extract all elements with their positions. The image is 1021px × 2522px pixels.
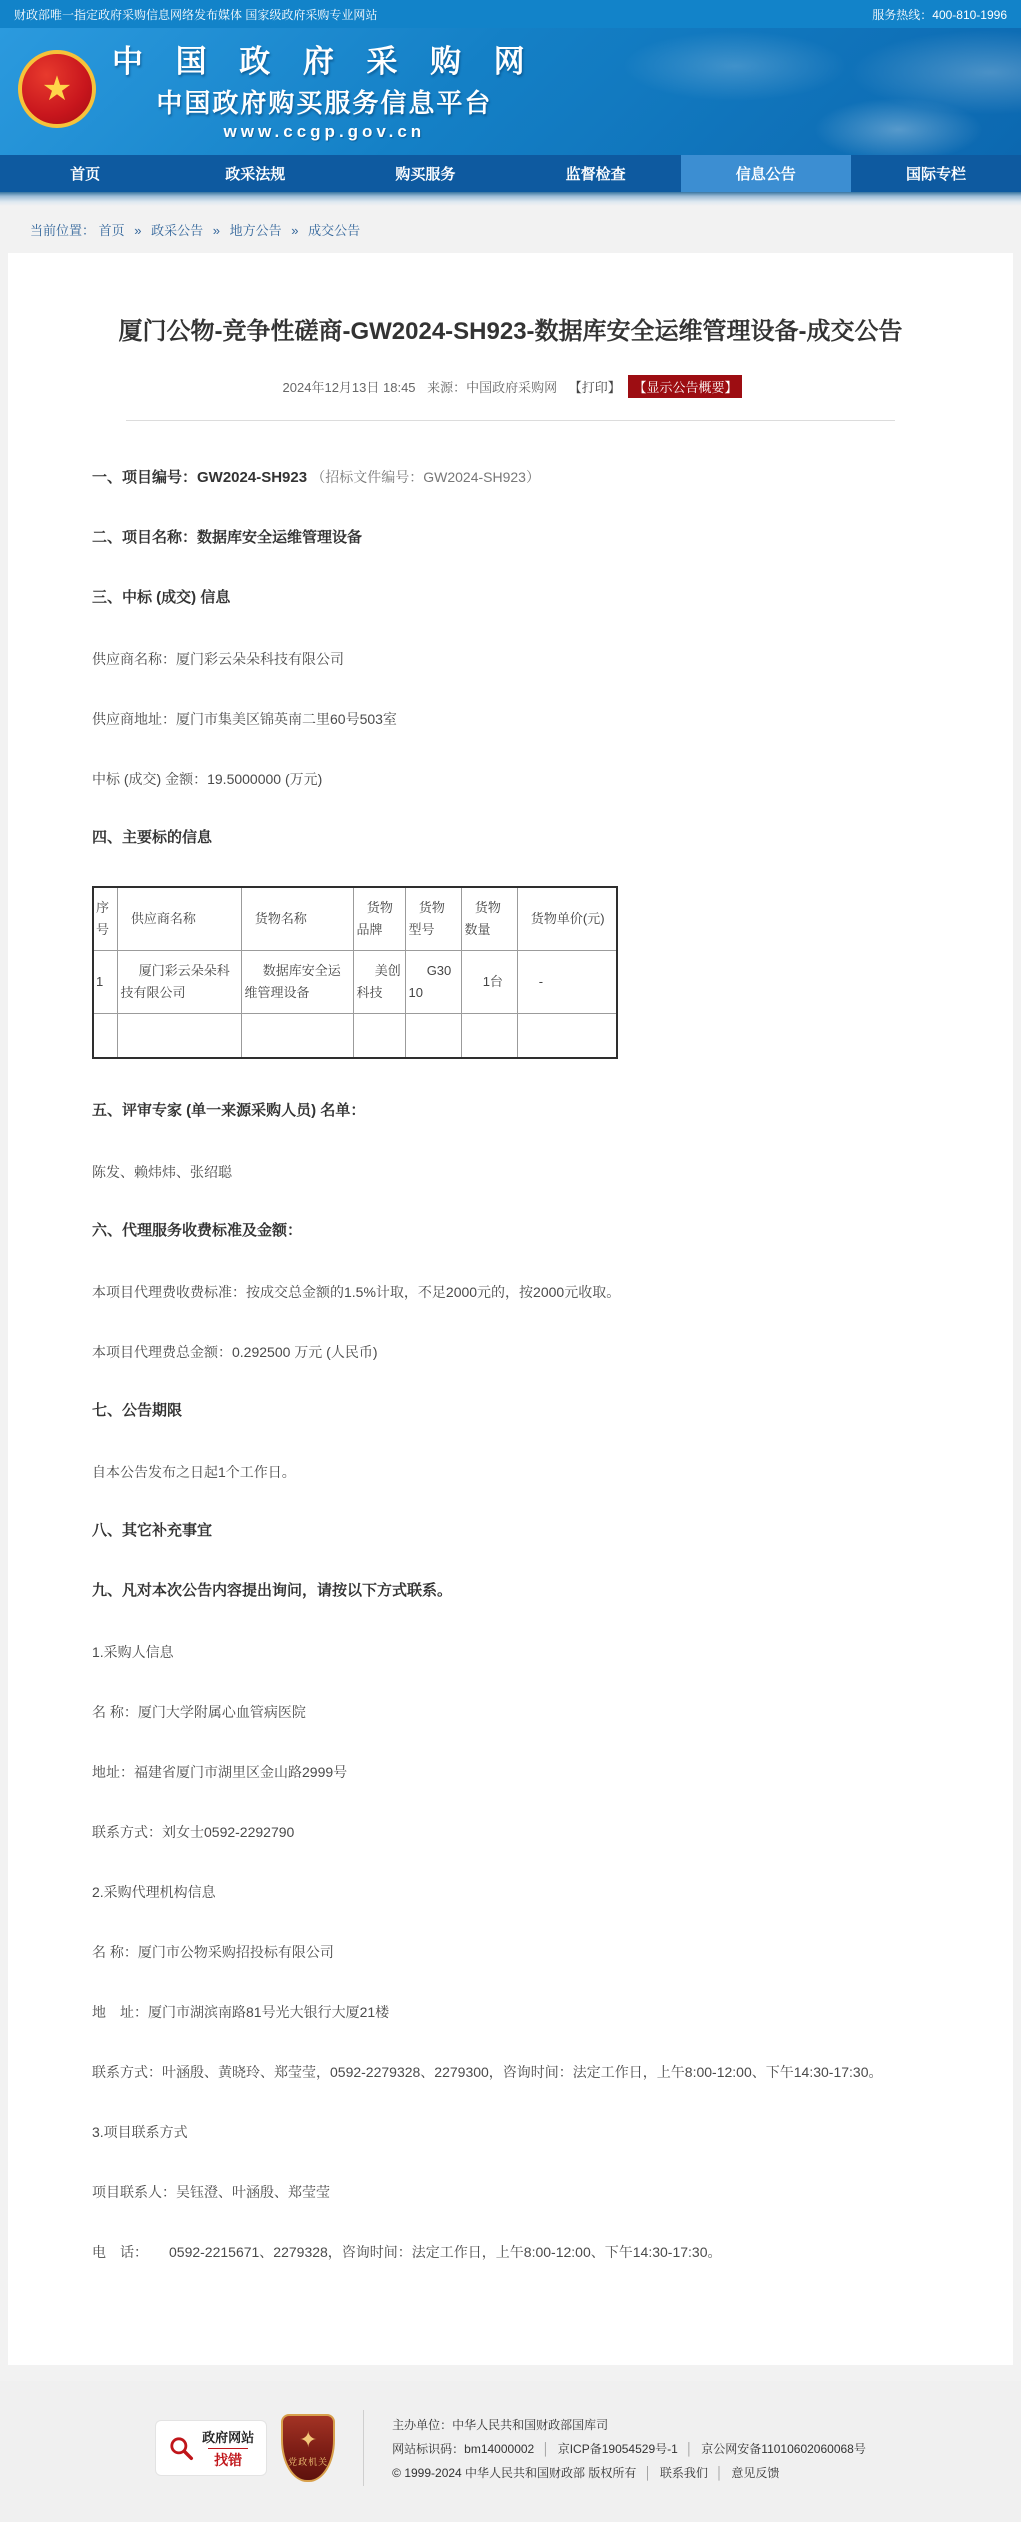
cell-unit-price: - bbox=[517, 951, 617, 1014]
agency-address: 地 址：厦门市湖滨南路81号光大银行大厦21楼 bbox=[92, 2003, 390, 2020]
nav-item-regulations[interactable]: 政采法规 bbox=[225, 166, 286, 183]
nav-item-supervision[interactable]: 监督检查 bbox=[565, 166, 626, 183]
cell-model: G3010 bbox=[405, 951, 461, 1014]
breadcrumb-procurement-notices[interactable]: 政采公告 bbox=[151, 223, 204, 238]
cell-serial: 1 bbox=[93, 951, 117, 1014]
announcement-period-text: 自本公告发布之日起1个工作日。 bbox=[92, 1463, 296, 1480]
breadcrumb-home[interactable]: 首页 bbox=[98, 223, 125, 238]
site-logo[interactable] bbox=[18, 36, 537, 142]
section-award-info: 三、中标 (成交) 信息 bbox=[92, 589, 231, 606]
breadcrumb-local-notices[interactable]: 地方公告 bbox=[229, 223, 282, 238]
breadcrumb-separator: » bbox=[291, 223, 299, 238]
nav-item-purchase-service[interactable]: 购买服务 bbox=[395, 166, 456, 183]
article-meta bbox=[8, 375, 1013, 398]
purchaser-info-label: 1.采购人信息 bbox=[92, 1643, 174, 1660]
breadcrumb-prefix: 当前位置： bbox=[30, 223, 96, 238]
show-summary-button[interactable]: 【显示公告概要】 bbox=[628, 375, 742, 398]
page-footer: 政府网站 找错 ✦ 党政机关 主办单位：中华人民共和国财政部国库司 网站标识码：bm14000002 │ 京ICP备19054529号-1 │ 京公网安备11010602060068号 © 1999-2024 中华人民共和国财政部 版权所有 │ 联系我们 │ 意见反馈 bbox=[0, 2381, 1021, 2522]
article-card bbox=[8, 253, 1013, 2365]
gov-site-error-report-badge[interactable] bbox=[155, 2420, 267, 2476]
section-agency-fee: 六、代理服务收费标准及金额： bbox=[92, 1221, 303, 1239]
col-unit-price: 货物单价(元) bbox=[517, 887, 617, 951]
supplier-address: 供应商地址：厦门市集美区锦英南二里60号503室 bbox=[92, 711, 397, 727]
nav-gradient-strip bbox=[0, 192, 1021, 206]
goods-table-empty-row bbox=[93, 1014, 617, 1058]
article-title: 厦门公物-竞争性磋商-GW2024-SH923-数据库安全运维管理设备-成交公告 bbox=[118, 318, 903, 345]
error-badge-line2: 找错 bbox=[208, 2448, 248, 2470]
col-quantity: 货物数量 bbox=[461, 887, 517, 951]
section-project-number: 一、项目编号：GW2024-SH923 （招标文件编号：GW2024-SH923） bbox=[92, 469, 540, 486]
agency-contact: 联系方式：叶涵殷、黄晓玲、郑莹莹，0592-2279328、2279300，咨询时间：法定工作日，上午8:00-12:00、下午14:30-17:30。 bbox=[92, 2063, 883, 2080]
publish-date: 2024年12月13日 18:45 bbox=[282, 380, 416, 395]
agency-name: 名 称：厦门市公物采购招投标有限公司 bbox=[92, 1943, 334, 1960]
breadcrumb-separator: » bbox=[134, 223, 142, 238]
cell-quantity: 1台 bbox=[461, 951, 517, 1014]
cell-brand: 美创科技 bbox=[353, 951, 405, 1014]
topbar-slogan: 财政部唯一指定政府采购信息网络发布媒体 国家级政府采购专业网站 bbox=[14, 7, 378, 22]
col-brand: 货物品牌 bbox=[353, 887, 405, 951]
footer-site-code: 网站标识码：bm14000002 bbox=[392, 2441, 535, 2456]
section-supplementary: 八、其它补充事宜 bbox=[92, 1521, 213, 1539]
project-contacts: 项目联系人：吴钰澄、叶涵殷、郑莹莹 bbox=[92, 2183, 330, 2200]
bid-doc-number-note: （招标文件编号：GW2024-SH923） bbox=[311, 469, 540, 485]
breadcrumb-separator: » bbox=[212, 223, 221, 238]
experts-list: 陈发、赖炜炜、张绍聪 bbox=[92, 1163, 232, 1180]
footer-psb[interactable]: 京公网安备11010602060068号 bbox=[701, 2441, 866, 2456]
main-nav bbox=[0, 155, 1021, 192]
print-button[interactable]: 【打印】 bbox=[568, 380, 621, 395]
agency-fee-standard: 本项目代理费收费标准：按成交总金额的1.5%计取，不足2000元的，按2000元收取。 bbox=[92, 1283, 621, 1300]
section-project-name: 二、项目名称：数据库安全运维管理设备 bbox=[92, 529, 363, 546]
party-gov-shield-badge[interactable] bbox=[281, 2414, 335, 2482]
footer-feedback-link[interactable]: 意见反馈 bbox=[731, 2465, 780, 2480]
article-source: 来源：中国政府采购网 bbox=[427, 380, 558, 395]
section-contact-intro: 九、凡对本次公告内容提出询问，请按以下方式联系。 bbox=[92, 1581, 453, 1599]
footer-copyright: © 1999-2024 中华人民共和国财政部 版权所有 bbox=[392, 2465, 637, 2480]
col-model: 货物型号 bbox=[405, 887, 461, 951]
footer-contact-us-link[interactable]: 联系我们 bbox=[659, 2465, 708, 2480]
project-contact-label: 3.项目联系方式 bbox=[92, 2123, 188, 2140]
site-url: www.ccgp.gov.cn bbox=[223, 122, 426, 141]
section-main-goods-info: 四、主要标的信息 bbox=[92, 829, 213, 846]
purchaser-contact: 联系方式：刘女士0592-2292790 bbox=[92, 1823, 295, 1840]
national-emblem-icon: ★ bbox=[18, 50, 96, 128]
footer-divider bbox=[363, 2410, 364, 2486]
nav-item-home[interactable]: 首页 bbox=[70, 166, 101, 183]
nav-item-international[interactable]: 国际专栏 bbox=[905, 166, 966, 183]
goods-table bbox=[92, 886, 618, 1059]
site-banner bbox=[0, 28, 1021, 155]
section-experts: 五、评审专家 (单一来源采购人员) 名单： bbox=[92, 1101, 366, 1119]
purchaser-address: 地址：福建省厦门市湖里区金山路2999号 bbox=[92, 1763, 348, 1780]
service-hotline: 服务热线：400-810-1996 bbox=[872, 7, 1007, 22]
col-serial: 序号 bbox=[93, 887, 117, 951]
shield-badge-label: 党政机关 bbox=[288, 2456, 329, 2467]
col-goods-name: 货物名称 bbox=[241, 887, 353, 951]
cell-goods-name: 数据库安全运维管理设备 bbox=[241, 951, 353, 1014]
breadcrumb bbox=[0, 206, 1021, 249]
breadcrumb-award-notices[interactable]: 成交公告 bbox=[308, 223, 361, 238]
agency-info-label: 2.采购代理机构信息 bbox=[92, 1883, 216, 1900]
col-supplier: 供应商名称 bbox=[117, 887, 241, 951]
article-content bbox=[8, 421, 1013, 2319]
footer-icp[interactable]: 京ICP备19054529号-1 bbox=[557, 2441, 678, 2456]
nav-item-announcements[interactable]: 信息公告 bbox=[681, 155, 851, 192]
agency-fee-total: 本项目代理费总金额：0.292500 万元 (人民币) bbox=[92, 1343, 378, 1360]
section-announcement-period: 七、公告期限 bbox=[92, 1401, 183, 1419]
error-badge-line1: 政府网站 bbox=[202, 2429, 255, 2445]
site-name: 中 国 政 府 采 购 网 bbox=[112, 44, 537, 79]
torch-emblem-icon: ✦ bbox=[298, 2426, 318, 2452]
site-subtitle: 中国政府购买服务信息平台 bbox=[156, 88, 493, 118]
project-phone: 电 话： 0592-2215671、2279328，咨询时间：法定工作日，上午8:00-12:00、下午14:30-17:30。 bbox=[92, 2243, 722, 2260]
purchaser-name: 名 称：厦门大学附属心血管病医院 bbox=[92, 1703, 306, 1720]
goods-table-row bbox=[93, 951, 617, 1014]
magnifier-icon bbox=[168, 2435, 194, 2461]
award-amount: 中标 (成交) 金额：19.5000000 (万元) bbox=[92, 771, 323, 787]
footer-organizer: 主办单位：中华人民共和国财政部国库司 bbox=[392, 2417, 609, 2432]
supplier-name: 供应商名称：厦门彩云朵朵科技有限公司 bbox=[92, 651, 344, 667]
cell-supplier: 厦门彩云朵朵科技有限公司 bbox=[117, 951, 241, 1014]
goods-table-header-row bbox=[93, 887, 617, 951]
topbar bbox=[0, 0, 1021, 28]
